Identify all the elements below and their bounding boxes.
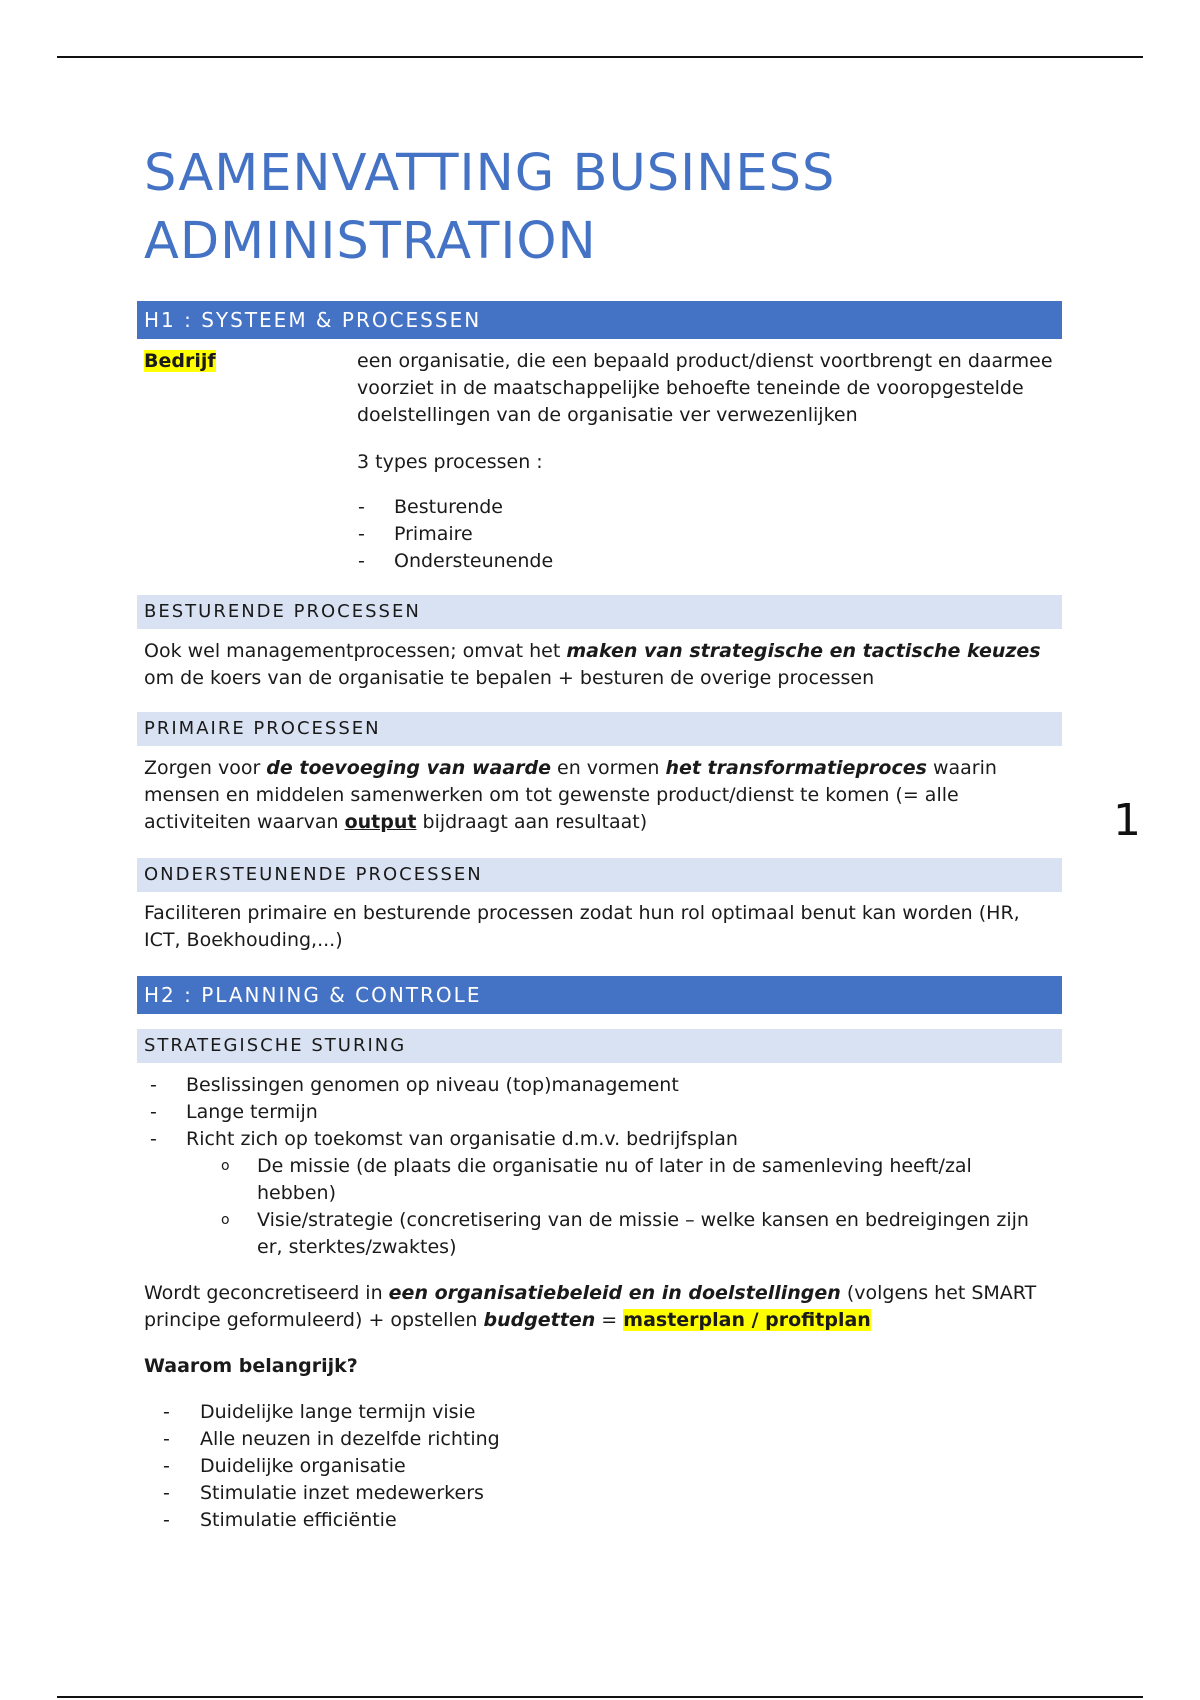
heading-h1: H1 : SYSTEEM & PROCESSEN [137,301,1062,339]
definition-text: een organisatie, die een bepaald product/dienst voortbrengt en daarmee voorziet in de maatschappelijke behoefte teneinde de vooropgestelde doelstellingen van de organisatie ver verwezenlijken [357,350,1053,426]
list-item: - Primaire [358,523,473,545]
list-item: - Ondersteunende [358,550,554,572]
paragraph-primaire: Zorgen voor de toevoeging van waarde en vormen het transformatieproces waarin mensen en middelen samenwerken om tot gewenste product/dienst te komen (= alle activiteiten waarvan output bijdraagt aan resultaat) [144,757,997,833]
definition-bedrijf [137,348,1062,575]
heading-besturende-processen: BESTURENDE PROCESSEN [137,595,1062,629]
footer-rule [57,1696,1143,1698]
list-item: - Richt zich op toekomst van organisatie d.m.v. bedrijfsplan [150,1128,738,1150]
types-list [357,494,1062,575]
paragraph-concretisering: Wordt geconcretiseerd in een organisatiebeleid en in doelstellingen (volgens het SMART principe geformuleerd) + opstellen budgetten = masterplan / profitplan [144,1282,1037,1331]
heading-primaire-processen: PRIMAIRE PROCESSEN [137,712,1062,746]
masterplan-highlight: masterplan / profitplan [623,1309,871,1331]
header-rule [57,56,1143,58]
list-item: - Stimulatie efficiëntie [163,1509,397,1531]
list-item: - Duidelijke lange termijn visie [163,1401,476,1423]
page-number: 1 [1113,795,1141,846]
list-item: - Alle neuzen in dezelfde richting [163,1428,500,1450]
list-item: o Visie/strategie (concretisering van de missie – welke kansen en bedreigingen zijn er, sterktes/zwaktes) [221,1209,1029,1258]
heading-strategische-sturing: STRATEGISCHE STURING [137,1029,1062,1063]
paragraph-besturende: Ook wel managementprocessen; omvat het maken van strategische en tactische keuzes om de koers van de organisatie te bepalen + besturen de overige processen [144,640,1041,689]
types-intro: 3 types processen : [357,451,543,473]
why-heading: Waarom belangrijk? [144,1355,358,1377]
list-item: - Lange termijn [150,1101,318,1123]
page-content [137,140,1062,1534]
document-title: SAMENVATTING BUSINESS ADMINISTRATION [144,144,836,271]
list-item: - Besturende [358,496,503,518]
list-item: - Beslissingen genomen op niveau (top)management [150,1074,679,1096]
why-list [137,1399,1062,1534]
definition-body [357,348,1062,575]
heading-h2: H2 : PLANNING & CONTROLE [137,976,1062,1014]
list-item: - Duidelijke organisatie [163,1455,406,1477]
heading-ondersteunende-processen: ONDERSTEUNENDE PROCESSEN [137,858,1062,892]
strategy-bullets [137,1072,1062,1261]
list-item: - Stimulatie inzet medewerkers [163,1482,484,1504]
term-highlight: Bedrijf [144,350,216,372]
paragraph-ondersteunende: Faciliteren primaire en besturende processen zodat hun rol optimaal benut kan worden (HR, ICT, Boekhouding,...) [144,902,1020,951]
definition-term [137,348,357,575]
list-item: o De missie (de plaats die organisatie nu of later in de samenleving heeft/zal hebben) [221,1155,972,1204]
